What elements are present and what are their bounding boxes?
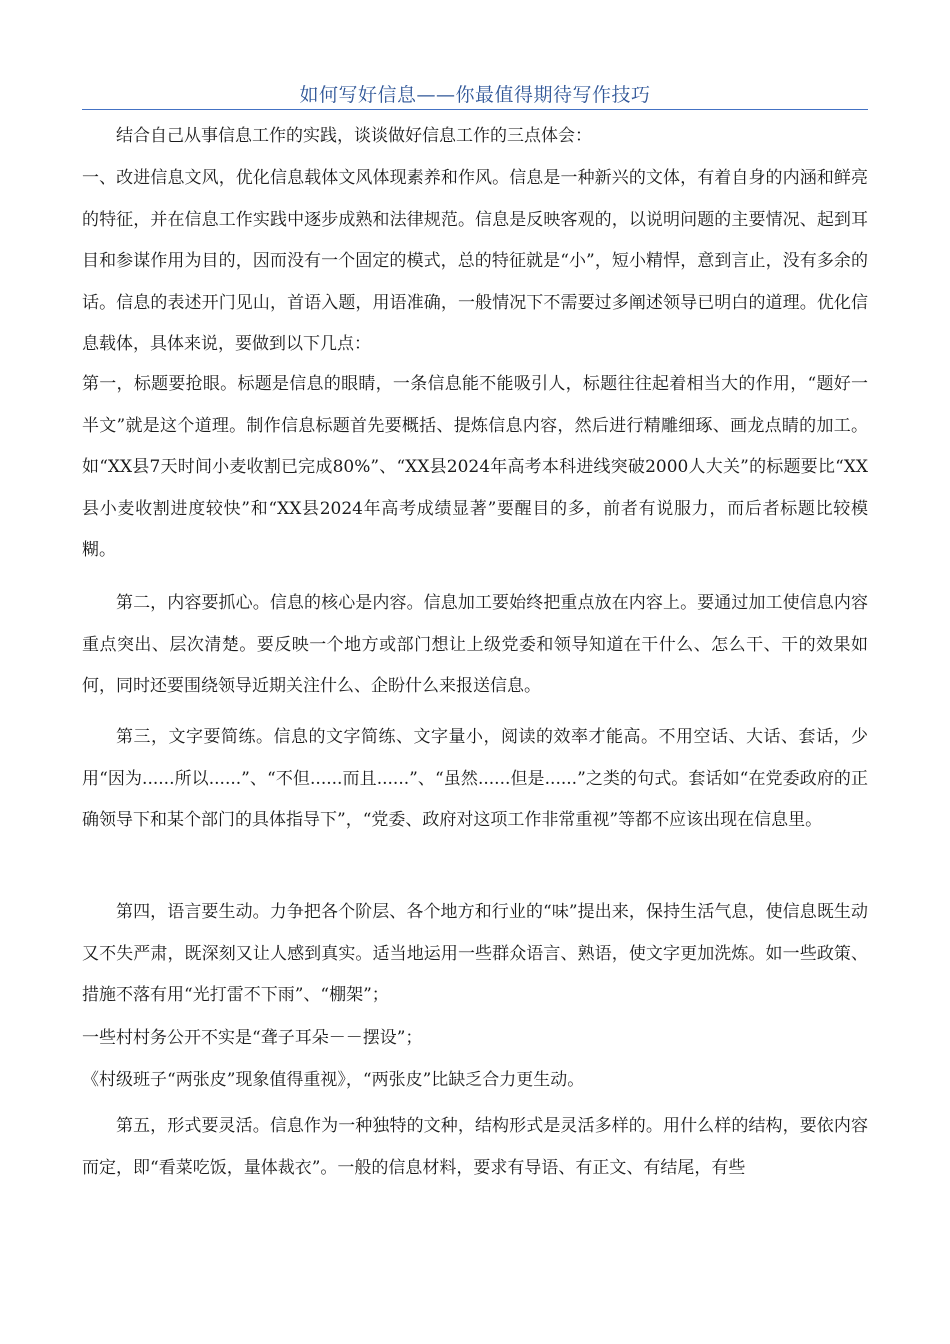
title-underline	[82, 109, 868, 110]
document-title: 如何写好信息——你最值得期待写作技巧	[299, 84, 651, 106]
paragraph-point-fifth: 第五，形式要灵活。信息作为一种独特的文种，结构形式是灵活多样的。用什么样的结构，要依内容而定，即“看菜吃饭，量体裁衣”。一般的信息材料，要求有导语、有正文、有结尾，有些	[82, 1116, 868, 1178]
paragraph-point-first: 第一，标题要抢眼。标题是信息的眼睛，一条信息能不能吸引人，标题往往起着相当大的作用，“题好一半文”就是这个道理。制作信息标题首先要概括、提炼信息内容，然后进行精雕细琢、画龙点睛的加工。如“XX县7天时间小麦收割已完成80%”、“XX县2024年高考本科进线突破2000人大关”的标题要比“XX县小麦收割进度较快”和“XX县2024年高考成绩显著”要醒目的多，前者有说服力，而后者标题比较模糊。	[82, 374, 868, 560]
paragraph-point-fourth: 第四，语言要生动。力争把各个阶层、各个地方和行业的“味”提出来，保持生活气息，使信息既生动又不失严肃，既深刻又让人感到真实。适当地运用一些群众语言、熟语，使文字更加洗炼。如一些政策、措施不落有用“光打雷不下雨”、“棚架”；	[82, 902, 868, 1005]
paragraph-intro: 结合自己从事信息工作的实践，谈谈做好信息工作的三点体会：	[116, 126, 592, 146]
paragraph-title-example: 《村级班子“两张皮”现象值得重视》，“两张皮”比缺乏合力更生动。	[82, 1070, 585, 1090]
paragraph-point-third: 第三，文字要简练。信息的文字简练、文字量小，阅读的效率才能高。不用空话、大话、套话，少用“因为......所以......”、“不但......而且......”、“虽然......但是......”之类的句式。套话如“在党委政府的正确领导下和某个部门的具体指导下”，“党委、政府对这项工作非常重视”等都不应该出现在信息里。	[82, 727, 868, 830]
paragraph-village-example: 一些村村务公开不实是“聋子耳朵－－摆设”；	[82, 1028, 423, 1048]
paragraph-point-second: 第二，内容要抓心。信息的核心是内容。信息加工要始终把重点放在内容上。要通过加工使信息内容重点突出、层次清楚。要反映一个地方或部门想让上级党委和领导知道在干什么、怎么干、干的效果如何，同时还要围绕领导近期关注什么、企盼什么来报送信息。	[82, 593, 868, 696]
paragraph-section-one: 一、改进信息文风，优化信息载体文风体现素养和作风。信息是一种新兴的文体，有着自身的内涵和鲜亮的特征，并在信息工作实践中逐步成熟和法律规范。信息是反映客观的，以说明问题的主要情况、起到耳目和参谋作用为目的，因而没有一个固定的模式，总的特征就是“小”，短小精悍，意到言止，没有多余的话。信息的表述开门见山，首语入题，用语准确，一般情况下不需要过多阐述领导已明白的道理。优化信息载体，具体来说，要做到以下几点：	[82, 168, 868, 354]
